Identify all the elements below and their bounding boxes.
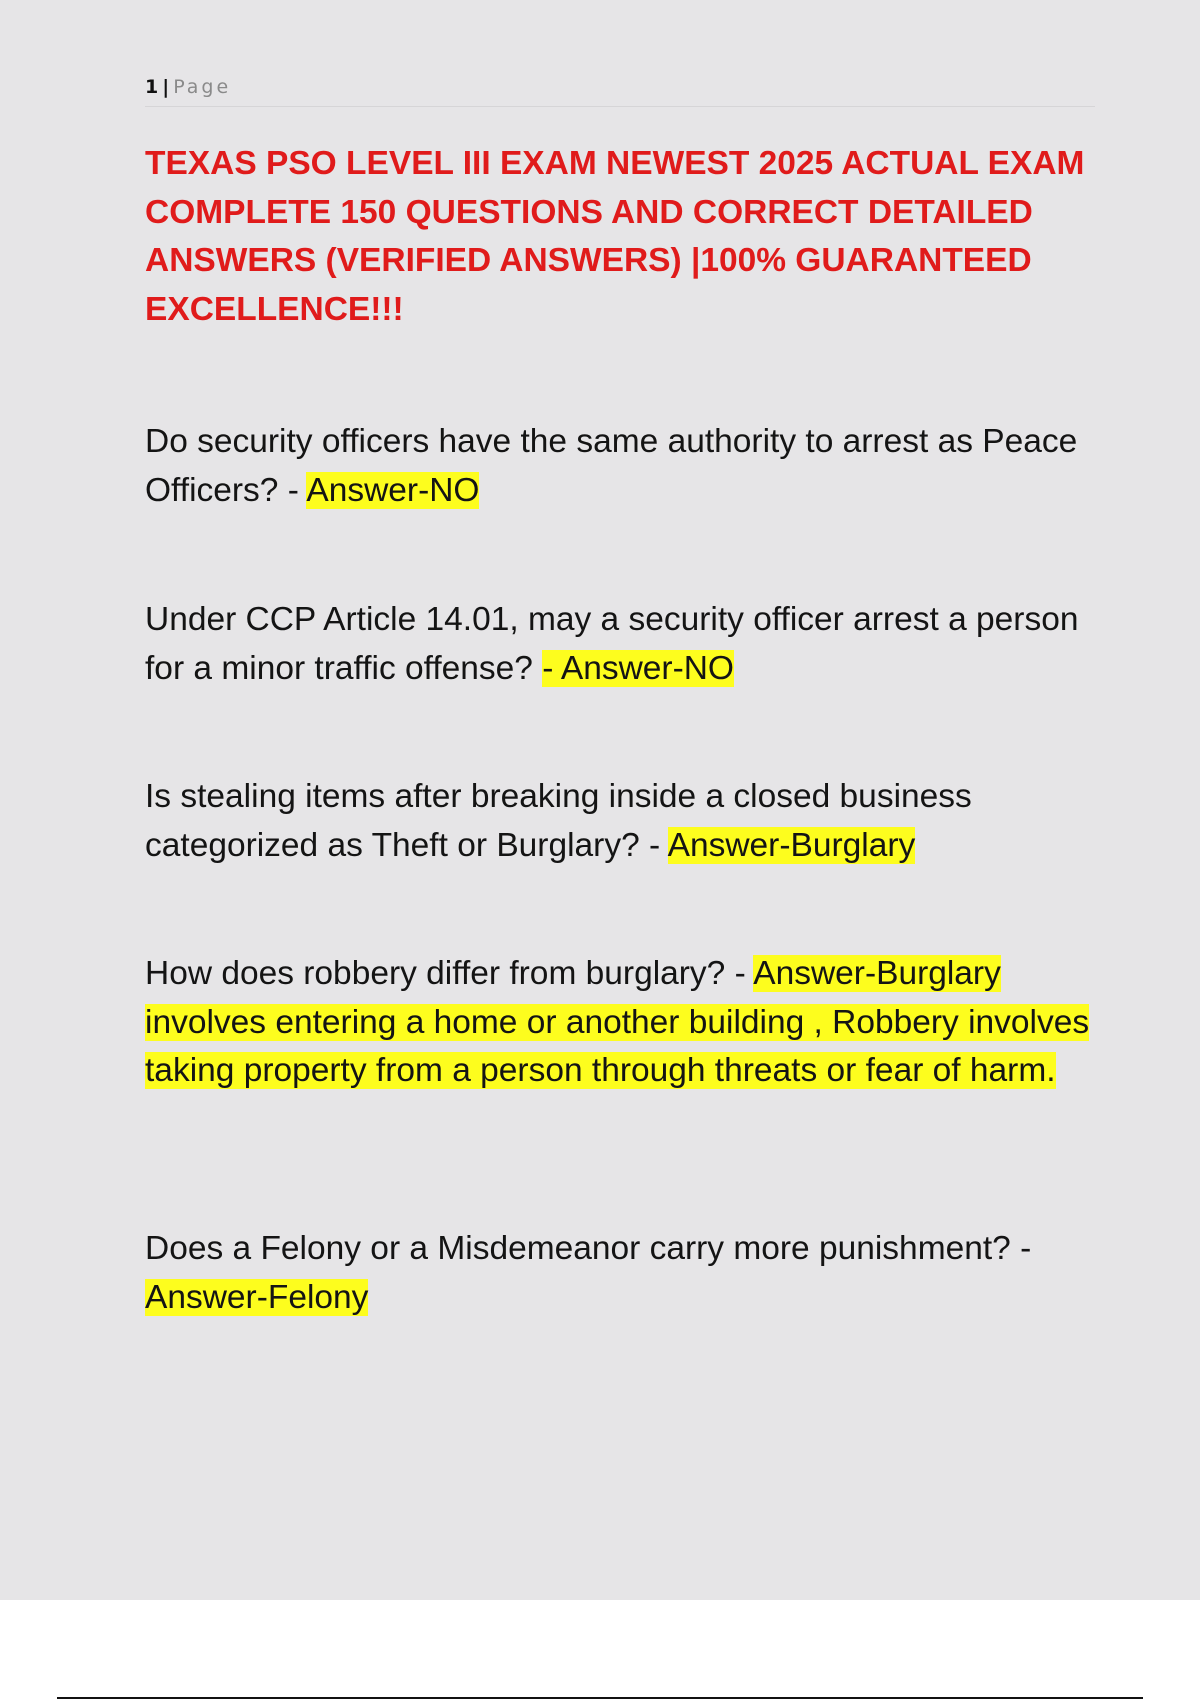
question-text: Do security officers have the same authority to arrest as Peace Officers? - xyxy=(145,423,1078,509)
answer-highlight: Answer-Burglary involves entering a home or another building , Robbery involves taking property from a person through threats or fear of harm. xyxy=(145,955,1090,1089)
question-text: Under CCP Article 14.01, may a security officer arrest a person for a minor traffic offense? xyxy=(145,601,1079,687)
page-separator: | xyxy=(162,76,170,98)
page-number: 1 xyxy=(145,76,159,98)
footer-divider xyxy=(57,1697,1143,1699)
question-item xyxy=(145,950,1095,1096)
page-label: Page xyxy=(173,76,232,98)
question-text: Is stealing items after breaking inside a closed business categorized as Theft or Burglary? - xyxy=(145,778,972,864)
document-title: TEXAS PSO LEVEL III EXAM NEWEST 2025 ACTUAL EXAM COMPLETE 150 QUESTIONS AND CORRECT DETAILED ANSWERS (VERIFIED ANSWERS) |100% GUARANTEED EXCELLENCE!!! xyxy=(145,145,1085,328)
page-header xyxy=(145,74,1095,107)
question-text: How does robbery differ from burglary? - xyxy=(145,955,754,992)
answer-highlight: Answer-NO xyxy=(306,471,480,509)
question-item xyxy=(145,1225,1095,1322)
question-item xyxy=(145,773,1095,870)
answer-highlight: Answer-Felony xyxy=(145,1278,369,1316)
question-text: Does a Felony or a Misdemeanor carry more punishment? - xyxy=(145,1230,1032,1267)
question-item xyxy=(145,596,1095,693)
answer-highlight: - Answer-NO xyxy=(542,649,734,687)
answer-highlight: Answer-Burglary xyxy=(667,826,916,864)
question-item xyxy=(145,418,1095,515)
